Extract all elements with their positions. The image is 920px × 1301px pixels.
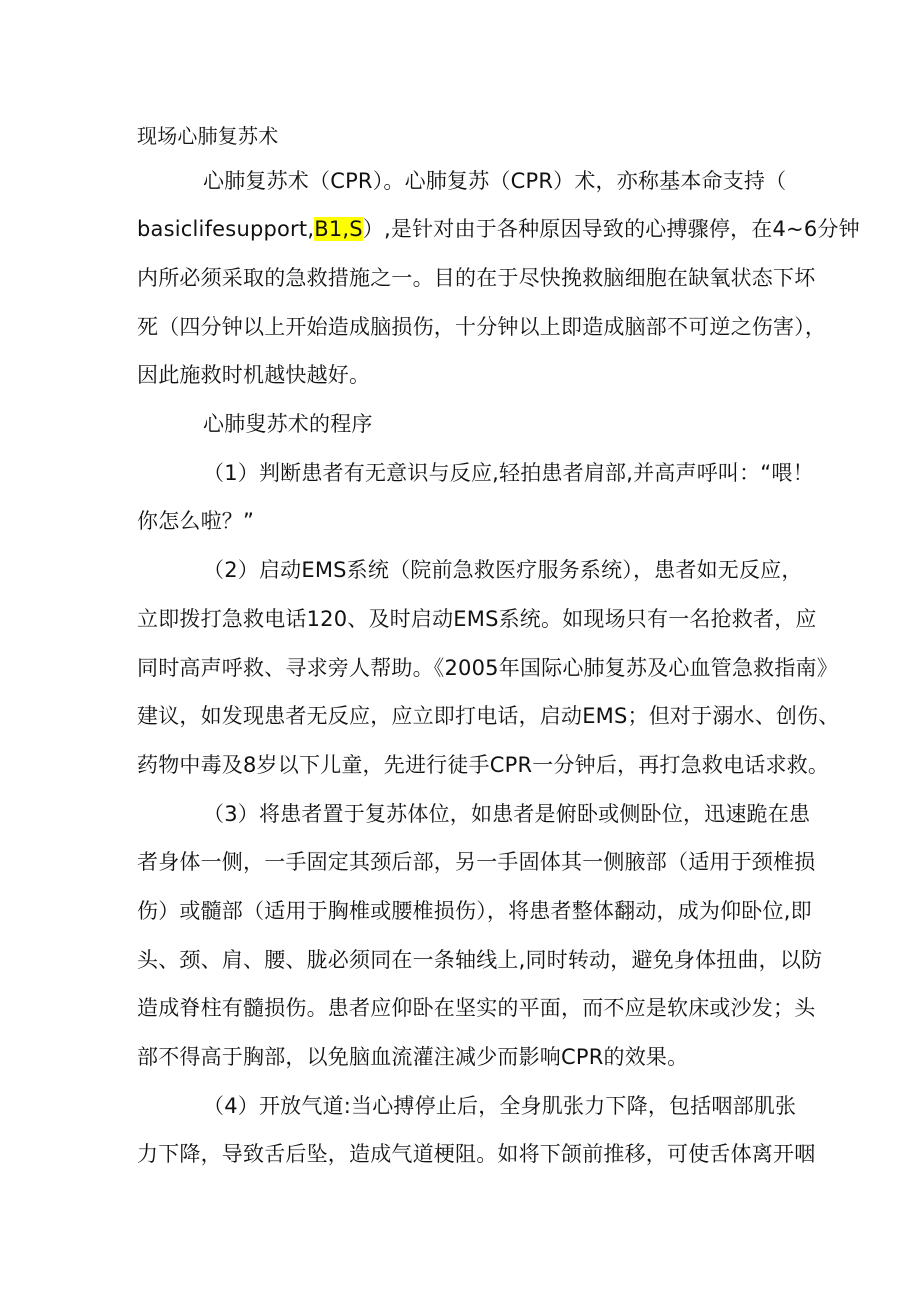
step1-line-2: 你怎么啦？” bbox=[137, 509, 255, 533]
section-heading: 心肺叟苏术的程序 bbox=[203, 412, 373, 436]
step2-line-3: 同时高声呼救、寻求旁人帮助。《2005年国际心肺复苏及心血管急救指南》 bbox=[137, 656, 838, 680]
step2-line-5: 药物中毒及8岁以下儿童，先进行徒手CPR一分钟后，再打急救电话求救。 bbox=[137, 753, 830, 777]
step3-line-2: 者身体一侧，一手固定其颈后部，另一手固体其一侧腋部（适用于颈椎损 bbox=[137, 850, 816, 874]
intro-term: basiclifesupport, bbox=[137, 217, 315, 241]
step3-line-3: 伤）或髓部（适用于胸椎或腰椎损伤），将患者整体翻动，成为仰卧位,即 bbox=[137, 899, 812, 923]
document-title: 现场心肺复苏术 bbox=[137, 124, 279, 148]
step1-line-1: （1）判断患者有无意识与反应,轻拍患者肩部,并高声呼叫：“喂！ bbox=[203, 461, 814, 485]
step3-line-6: 部不得高于胸部，以免脑血流灌注减少而影响CPR的效果。 bbox=[137, 1045, 689, 1069]
intro-line-3: 内所必须采取的急救措施之一。目的在于尽快挽救脑细胞在缺氧状态下坏 bbox=[137, 266, 816, 290]
intro-line-2-rest: ）,是针对由于各种原因导致的心搏骤停，在4~6分钟 bbox=[362, 217, 860, 241]
step2-line-2: 立即拨打急救电话120、及时启动EMS系统。如现场只有一名抢救者，应 bbox=[137, 607, 817, 631]
step3-line-5: 造成脊柱有髓损伤。患者应仰卧在坚实的平面，而不应是软床或沙发；头 bbox=[137, 996, 816, 1020]
step2-line-4: 建议，如发现患者无反应，应立即打电话，启动EMS；但对于溺水、创伤、 bbox=[137, 704, 840, 728]
step2-line-1: （2）启动EMS系统（院前急救医疗服务系统），患者如无反应， bbox=[203, 558, 803, 582]
step3-line-4: 头、颈、肩、腰、胧必须同在一条轴线上,同时转动，避免身体扭曲，以防 bbox=[137, 948, 823, 972]
intro-line-4: 死（四分钟以上开始造成脑损伤，十分钟以上即造成脑部不可逆之伤害）， bbox=[137, 315, 827, 339]
step4-line-1: （4）开放气道:当心搏停止后，全身肌张力下降，包括咽部肌张 bbox=[203, 1094, 797, 1118]
highlighted-abbreviation: B1,S bbox=[314, 217, 363, 241]
intro-line-2 bbox=[137, 215, 860, 243]
step4-line-2: 力下降，导致舌后坠，造成气道梗阻。如将下颌前推移，可使舌体离开咽 bbox=[137, 1142, 816, 1166]
intro-line-1: 心肺复苏术（CPR）。心肺复苏（CPR）术，亦称基本命支持（ bbox=[203, 169, 787, 193]
intro-line-5: 因此施救时机越快越好。 bbox=[137, 363, 371, 387]
step3-line-1: （3）将患者置于复苏体位，如患者是俯卧或侧卧位，迅速跪在患 bbox=[203, 802, 811, 826]
